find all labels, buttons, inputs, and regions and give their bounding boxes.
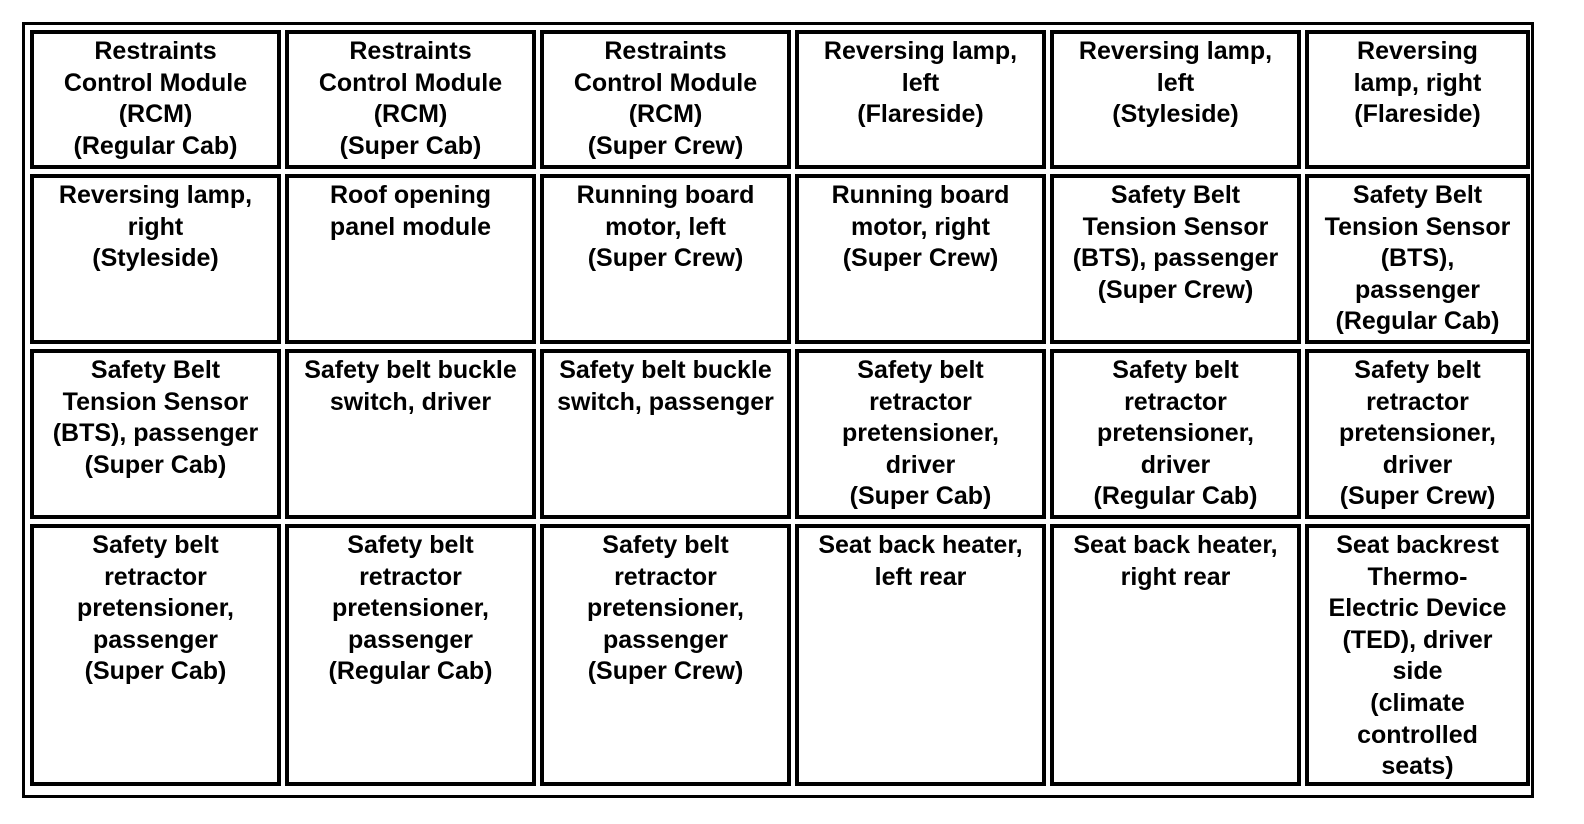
table-cell: Seat back heater, right rear (1050, 524, 1301, 786)
table-cell: Safety belt retractor pretensioner, driver (Super Cab) (795, 349, 1046, 519)
table-cell: Safety belt retractor pretensioner, driver (Super Crew) (1305, 349, 1530, 519)
table-cell: Safety belt retractor pretensioner, driver (Regular Cab) (1050, 349, 1301, 519)
table-cell: Running board motor, left (Super Crew) (540, 174, 791, 344)
table-cell: Safety belt retractor pretensioner, passenger (Regular Cab) (285, 524, 536, 786)
table-cell: Running board motor, right (Super Crew) (795, 174, 1046, 344)
table-cell: Roof opening panel module (285, 174, 536, 344)
table-cell: Restraints Control Module (RCM) (Super Crew) (540, 30, 791, 169)
table-cell: Reversing lamp, left (Styleside) (1050, 30, 1301, 169)
table-cell: Safety belt buckle switch, driver (285, 349, 536, 519)
table-cell: Restraints Control Module (RCM) (Super Cab) (285, 30, 536, 169)
table-cell: Reversing lamp, left (Flareside) (795, 30, 1046, 169)
table-cell: Restraints Control Module (RCM) (Regular Cab) (30, 30, 281, 169)
table-cell: Safety Belt Tension Sensor (BTS), passenger (Super Cab) (30, 349, 281, 519)
table-cell: Seat back heater, left rear (795, 524, 1046, 786)
table-cell: Safety Belt Tension Sensor (BTS), passenger (Super Crew) (1050, 174, 1301, 344)
component-grid (30, 30, 1526, 790)
table-cell: Safety Belt Tension Sensor (BTS), passenger (Regular Cab) (1305, 174, 1530, 344)
table-cell: Safety belt retractor pretensioner, passenger (Super Cab) (30, 524, 281, 786)
component-table (22, 22, 1534, 798)
table-cell: Safety belt retractor pretensioner, passenger (Super Crew) (540, 524, 791, 786)
table-cell: Reversing lamp, right (Styleside) (30, 174, 281, 344)
table-cell: Reversing lamp, right (Flareside) (1305, 30, 1530, 169)
table-cell: Safety belt buckle switch, passenger (540, 349, 791, 519)
table-cell: Seat backrest Thermo- Electric Device (TED), driver side (climate controlled seats) (1305, 524, 1530, 786)
